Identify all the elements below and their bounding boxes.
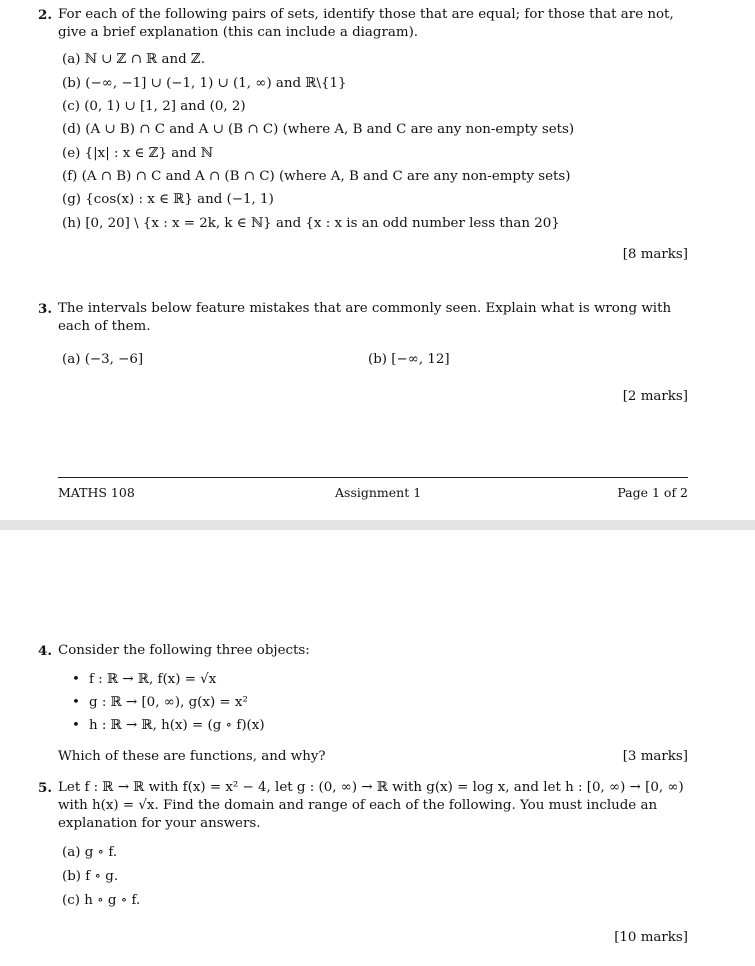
footer-page-number: Page 1 of 2 xyxy=(617,485,688,500)
footer-rule xyxy=(58,477,688,478)
bullet-text: h : ℝ → ℝ, h(x) = (g ∘ f)(x) xyxy=(89,718,265,733)
list-item: (g) {cos(x) : x ∈ ℝ} and (−1, 1) xyxy=(62,192,274,207)
question-4 xyxy=(38,642,690,660)
question-3 xyxy=(38,300,690,336)
list-item: (a) g ∘ f. xyxy=(62,845,118,860)
bullet-item xyxy=(72,718,265,733)
list-item: (a) (−3, −6] xyxy=(62,352,144,367)
list-item: (b) [−∞, 12] xyxy=(368,352,450,367)
question-text: Let f : ℝ → ℝ with f(x) = x² − 4, let g : (0, ∞) → ℝ with g(x) = log x, and let h : [0, ∞) → [0, ∞) with h(x) = √x. Find the domain and range of each of the following. You must include an explanation for your answers. xyxy=(58,780,684,831)
list-item: (b) f ∘ g. xyxy=(62,869,119,884)
bullet-text: f : ℝ → ℝ, f(x) = √x xyxy=(89,672,217,687)
question-number: 2. xyxy=(38,7,52,23)
question-text: The intervals below feature mistakes that are commonly seen. Explain what is wrong with each of them. xyxy=(58,301,672,334)
list-item: (a) ℕ ∪ ℤ ∩ ℝ and ℤ. xyxy=(62,52,206,67)
marks-label: [8 marks] xyxy=(622,247,688,262)
list-item: (c) h ∘ g ∘ f. xyxy=(62,893,141,908)
list-item: (b) (−∞, −1] ∪ (−1, 1) ∪ (1, ∞) and ℝ\{1} xyxy=(62,76,347,91)
question-prompt: Which of these are functions, and why? xyxy=(58,749,326,764)
marks-label: [2 marks] xyxy=(622,389,688,404)
page-2 xyxy=(0,530,755,966)
bullet-item xyxy=(72,695,248,710)
page-separator xyxy=(0,520,755,530)
footer-title: Assignment 1 xyxy=(335,485,422,500)
list-item: (h) [0, 20] \ {x : x = 2k, k ∈ ℕ} and {x : x is an odd number less than 20} xyxy=(62,216,560,231)
list-item: (f) (A ∩ B) ∩ C and A ∩ (B ∩ C) (where A, B and C are any non-empty sets) xyxy=(62,169,571,184)
marks-label: [3 marks] xyxy=(622,749,688,764)
question-number: 3. xyxy=(38,301,52,317)
footer-course: MATHS 108 xyxy=(58,485,135,500)
marks-label: [10 marks] xyxy=(614,930,688,945)
question-5 xyxy=(38,779,690,833)
list-item: (e) {|x| : x ∈ ℤ} and ℕ xyxy=(62,146,213,161)
question-2 xyxy=(38,6,690,42)
list-item: (c) (0, 1) ∪ [1, 2] and (0, 2) xyxy=(62,99,246,114)
list-item: (d) (A ∪ B) ∩ C and A ∪ (B ∩ C) (where A, B and C are any non-empty sets) xyxy=(62,122,575,137)
question-text: Consider the following three objects: xyxy=(58,643,310,658)
question-number: 5. xyxy=(38,780,52,796)
bullet-item xyxy=(72,672,216,687)
question-number: 4. xyxy=(38,643,52,659)
bullet-text: g : ℝ → [0, ∞), g(x) = x² xyxy=(89,695,248,710)
question-text: For each of the following pairs of sets, identify those that are equal; for those that are not, give a brief explanation (this can include a diagram). xyxy=(58,7,674,40)
